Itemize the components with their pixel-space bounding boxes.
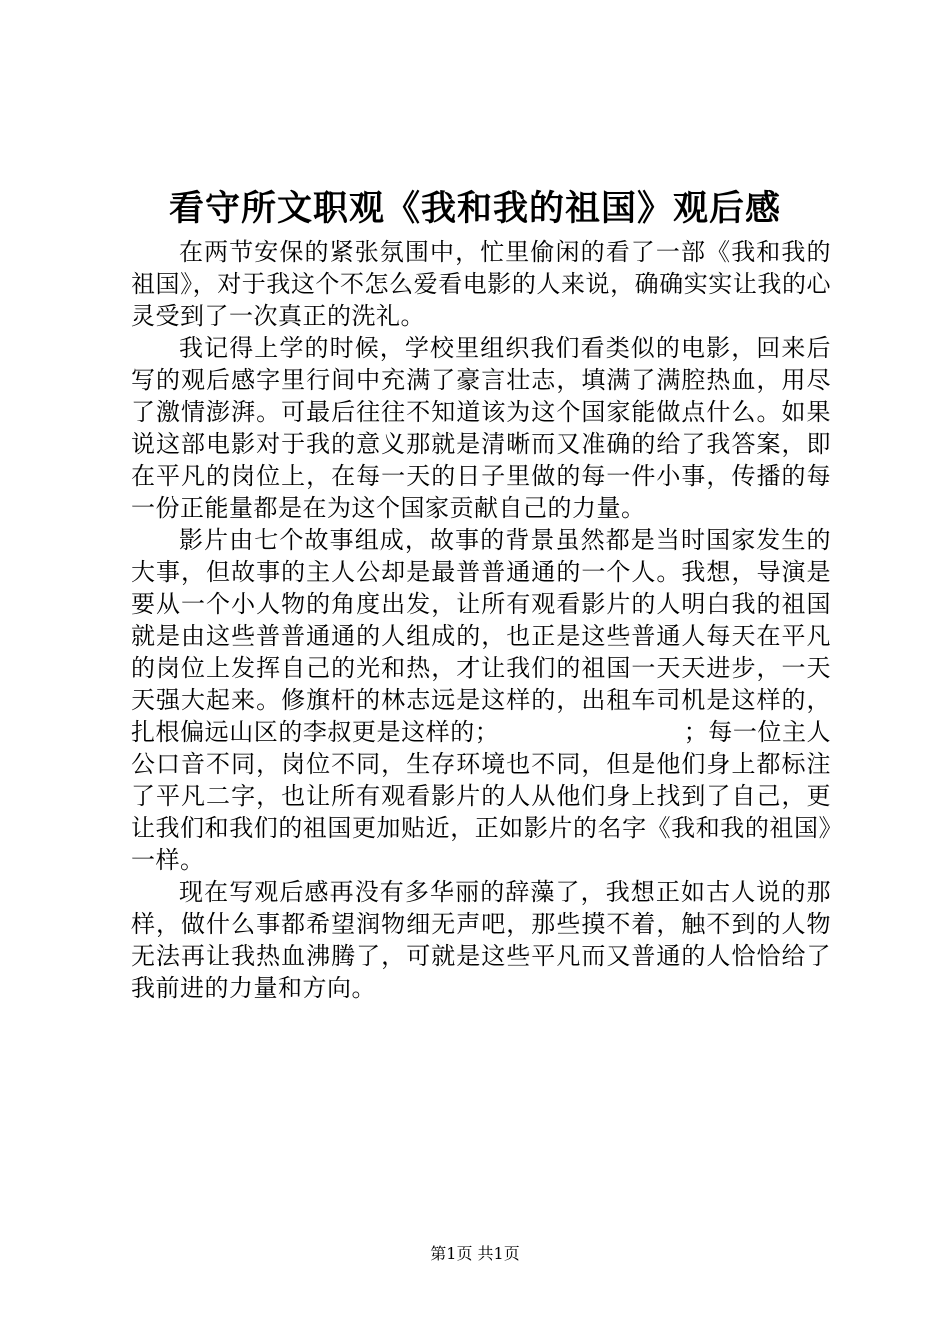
document-title: 看守所文职观《我和我的祖国》观后感 — [168, 188, 781, 229]
paragraph-3: 影片由七个故事组成，故事的背景虽然都是当时国家发生的大事，但故事的主人公却是最普普通通的一个人。我想，导演是要从一个小人物的角度出发，让所有观看影片的人明白我的祖国就是由这些普普通通的人组成的，也正是这些普通人每天在平凡的岗位上发挥自己的光和热，才让我们的祖国一天天进步，一天天强大起来。修旗杆的林志远是这样的，出租车司机是这样的，扎根偏远山区的李叔更是这样的； ；每一位主人公口音不同，岗位不同，生存环境也不同，但是他们身上都标注了平凡二字，也让所有观看影片的人从他们身上找到了自己，更让我们和我们的祖国更加贴近，正如影片的名字《我和我的祖国》一样。 — [131, 526, 831, 874]
paragraph-4: 现在写观后感再没有多华丽的辞藻了，我想正如古人说的那样，做什么事都希望润物细无声吧，那些摸不着，触不到的人物无法再让我热血沸腾了，可就是这些平凡而又普通的人恰恰给了我前进的力量和方向。 — [131, 878, 831, 1002]
page-footer: 第1页 共1页 — [430, 1244, 520, 1263]
paragraph-2: 我记得上学的时候，学校里组织我们看类似的电影，回来后写的观后感字里行间中充满了豪言壮志，填满了满腔热血，用尽了激情澎湃。可最后往往不知道该为这个国家能做点什么。如果说这部电影对于我的意义那就是清晰而又准确的给了我答案，即在平凡的岗位上，在每一天的日子里做的每一件小事，传播的每一份正能量都是在为这个国家贡献自己的力量。 — [131, 334, 831, 522]
document-body — [131, 236, 831, 1004]
paragraph-1: 在两节安保的紧张氛围中，忙里偷闲的看了一部《我和我的祖国》，对于我这个不怎么爱看电影的人来说，确确实实让我的心灵受到了一次真正的洗礼。 — [131, 238, 831, 330]
